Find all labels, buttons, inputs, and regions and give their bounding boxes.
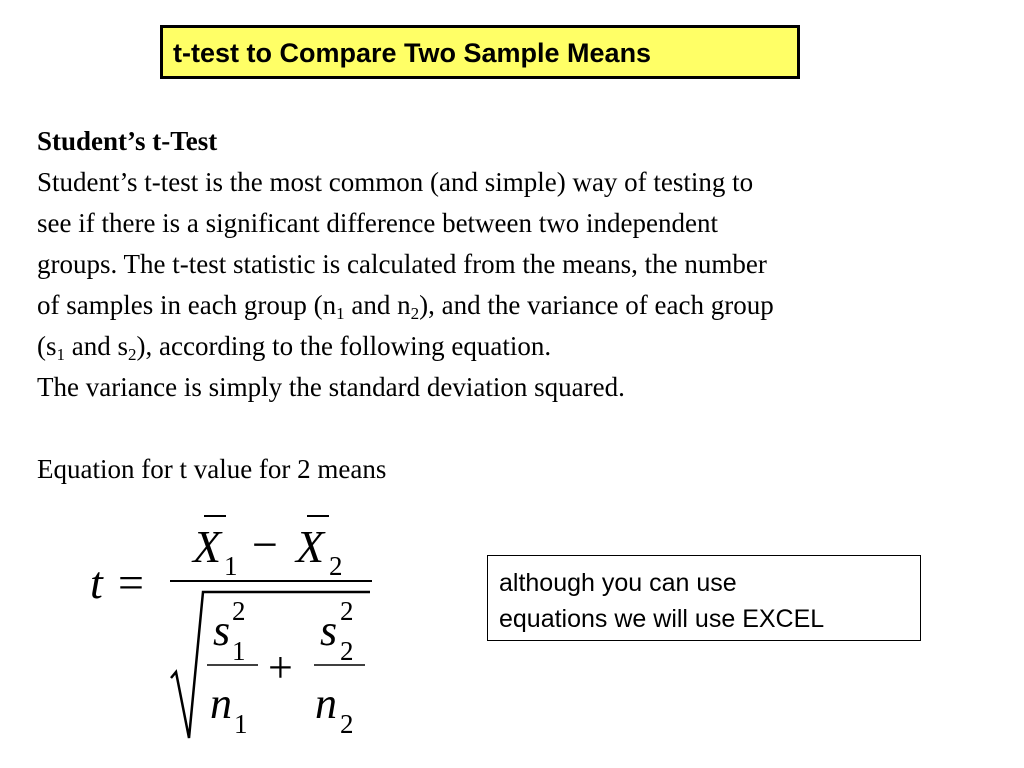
note-line-1: although you can use: [499, 569, 737, 597]
eq-n2-sub: 2: [340, 709, 354, 739]
line4-part-c: ), and the variance of each group: [419, 290, 774, 320]
equation-label: Equation for t value for 2 means: [37, 454, 387, 484]
paragraph-line-1: Student’s t-test is the most common (and simple) way of testing to: [37, 167, 754, 197]
eq-s2-sup: 2: [340, 596, 354, 626]
eq-minus: −: [252, 519, 278, 570]
section-heading: Student’s t-Test: [37, 126, 218, 156]
line5-part-c: ), according to the following equation.: [136, 331, 552, 361]
line5-part-b: and s: [65, 331, 128, 361]
paragraph-line-2: see if there is a significant difference between two independent: [37, 208, 718, 238]
line4-subscript-1: 1: [336, 304, 345, 323]
eq-t: t: [90, 557, 103, 608]
line4-part-a: of samples in each group (n: [37, 290, 337, 320]
eq-s2-sub: 2: [340, 636, 354, 666]
eq-s1-sup: 2: [232, 596, 246, 626]
eq-s1: s: [213, 606, 231, 655]
eq-s2: s: [320, 606, 338, 655]
eq-equals: =: [118, 557, 144, 608]
line4-subscript-2: 2: [410, 304, 420, 323]
eq-n1: n: [210, 679, 232, 728]
eq-x2-sub: 2: [329, 551, 343, 581]
slide-title: t-test to Compare Two Sample Means: [160, 25, 800, 79]
eq-x2: X: [296, 521, 325, 572]
excel-note: [487, 555, 921, 641]
note-line-2: equations we will use EXCEL: [499, 605, 825, 633]
paragraph-line-3: groups. The t-test statistic is calculated from the means, the number: [37, 249, 767, 279]
eq-n2: n: [315, 679, 337, 728]
line5-subscript-1: 1: [56, 345, 65, 364]
eq-n1-sub: 1: [234, 709, 248, 739]
line5-part-a: (s: [37, 331, 57, 361]
line4-part-b: and n: [344, 290, 411, 320]
paragraph-line-6: The variance is simply the standard deviation squared.: [37, 372, 625, 402]
eq-x1: X: [193, 521, 222, 572]
eq-s1-sub: 1: [232, 636, 246, 666]
eq-plus: +: [268, 643, 293, 692]
eq-x1-sub: 1: [224, 551, 238, 581]
line5-subscript-2: 2: [128, 345, 137, 364]
